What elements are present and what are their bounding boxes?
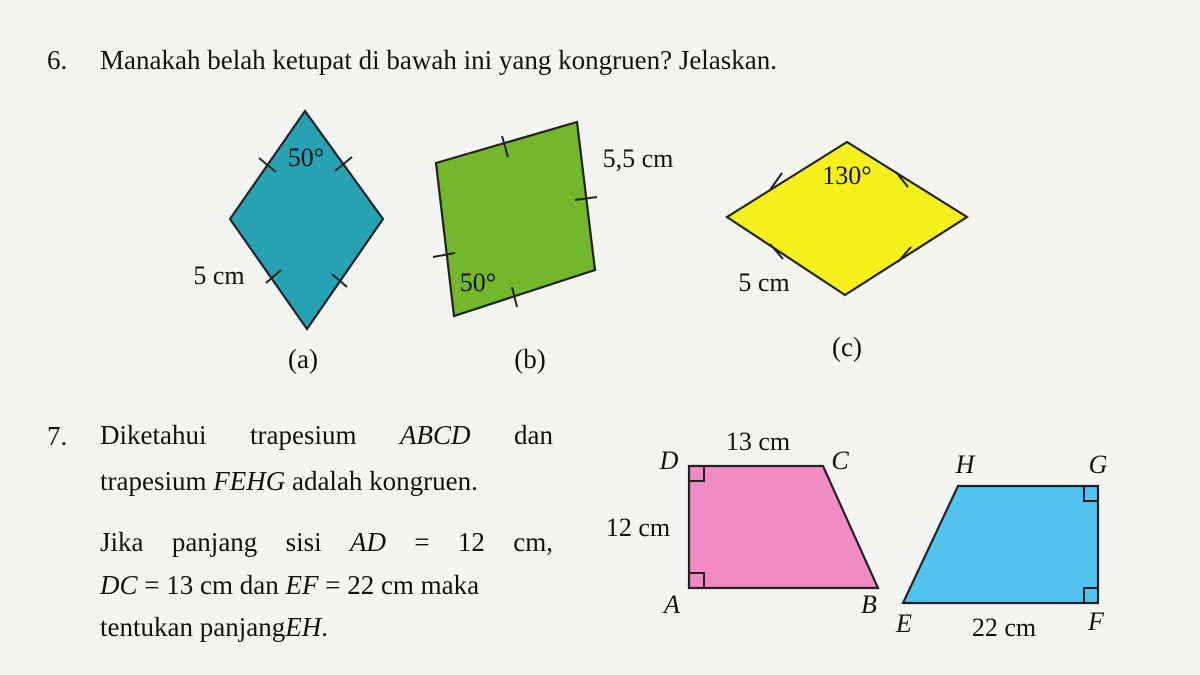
rhombus-a-caption: (a) <box>288 344 318 374</box>
rhombus-c-caption: (c) <box>832 332 862 362</box>
word: 12 <box>457 527 485 557</box>
vertex-g-label: G <box>1088 450 1108 479</box>
question-6-number: 6. <box>47 45 68 75</box>
side-dc-length: 13 cm <box>725 427 791 456</box>
word-ef: EF <box>285 570 319 600</box>
rhombus-b-side: 5,5 cm <box>602 144 674 173</box>
rhombus-b <box>433 122 673 374</box>
word: sisi <box>285 527 322 557</box>
trapezoid-fehg-shape <box>903 486 1098 603</box>
word-fehg: FEHG <box>213 466 286 496</box>
rhombus-c-side: 5 cm <box>738 268 790 297</box>
word: Diketahui <box>100 420 207 450</box>
word-ad: AD <box>350 527 386 557</box>
word: Jika <box>100 527 144 557</box>
word: panjang <box>171 527 258 557</box>
word: = 22 cm maka <box>325 570 480 600</box>
rhombus-a <box>193 111 383 374</box>
word: adalah kongruen. <box>291 466 478 496</box>
trapezoid-abcd <box>606 427 878 619</box>
word-eh: EH <box>285 612 322 642</box>
word: tentukan panjang <box>100 612 286 642</box>
rhombus-c-angle: 130° <box>822 161 872 190</box>
rhombus-a-angle: 50° <box>287 143 325 172</box>
vertex-b-label: B <box>861 590 877 619</box>
vertex-f-label: F <box>1088 607 1104 636</box>
question-6-text: Manakah belah ketupat di bawah ini yang kongruen? Jelaskan. <box>100 45 778 75</box>
word: = 13 cm dan <box>144 570 279 600</box>
trapezoid-abcd-shape <box>689 466 878 588</box>
word-abcd: ABCD <box>400 420 471 450</box>
vertex-h-label: H <box>955 450 975 479</box>
word: trapesium <box>250 420 357 450</box>
rhombus-b-caption: (b) <box>514 344 546 374</box>
rhombus-c <box>727 142 967 362</box>
word: trapesium <box>100 466 207 496</box>
word: cm, <box>513 527 553 557</box>
trapezoid-fehg <box>895 450 1108 642</box>
vertex-d-label: D <box>659 446 679 475</box>
word: = <box>414 527 430 557</box>
side-ad-length: 12 cm <box>605 513 671 542</box>
word: dan <box>514 420 553 450</box>
vertex-a-label: A <box>664 590 680 619</box>
rhombus-a-side: 5 cm <box>193 261 245 290</box>
question-7-number: 7. <box>47 421 68 451</box>
word-dc: DC <box>100 570 138 600</box>
side-ef-length: 22 cm <box>971 613 1037 642</box>
word: . <box>321 612 328 642</box>
vertex-c-label: C <box>831 446 849 475</box>
vertex-e-label: E <box>896 609 912 638</box>
rhombus-b-angle: 50° <box>459 268 497 297</box>
